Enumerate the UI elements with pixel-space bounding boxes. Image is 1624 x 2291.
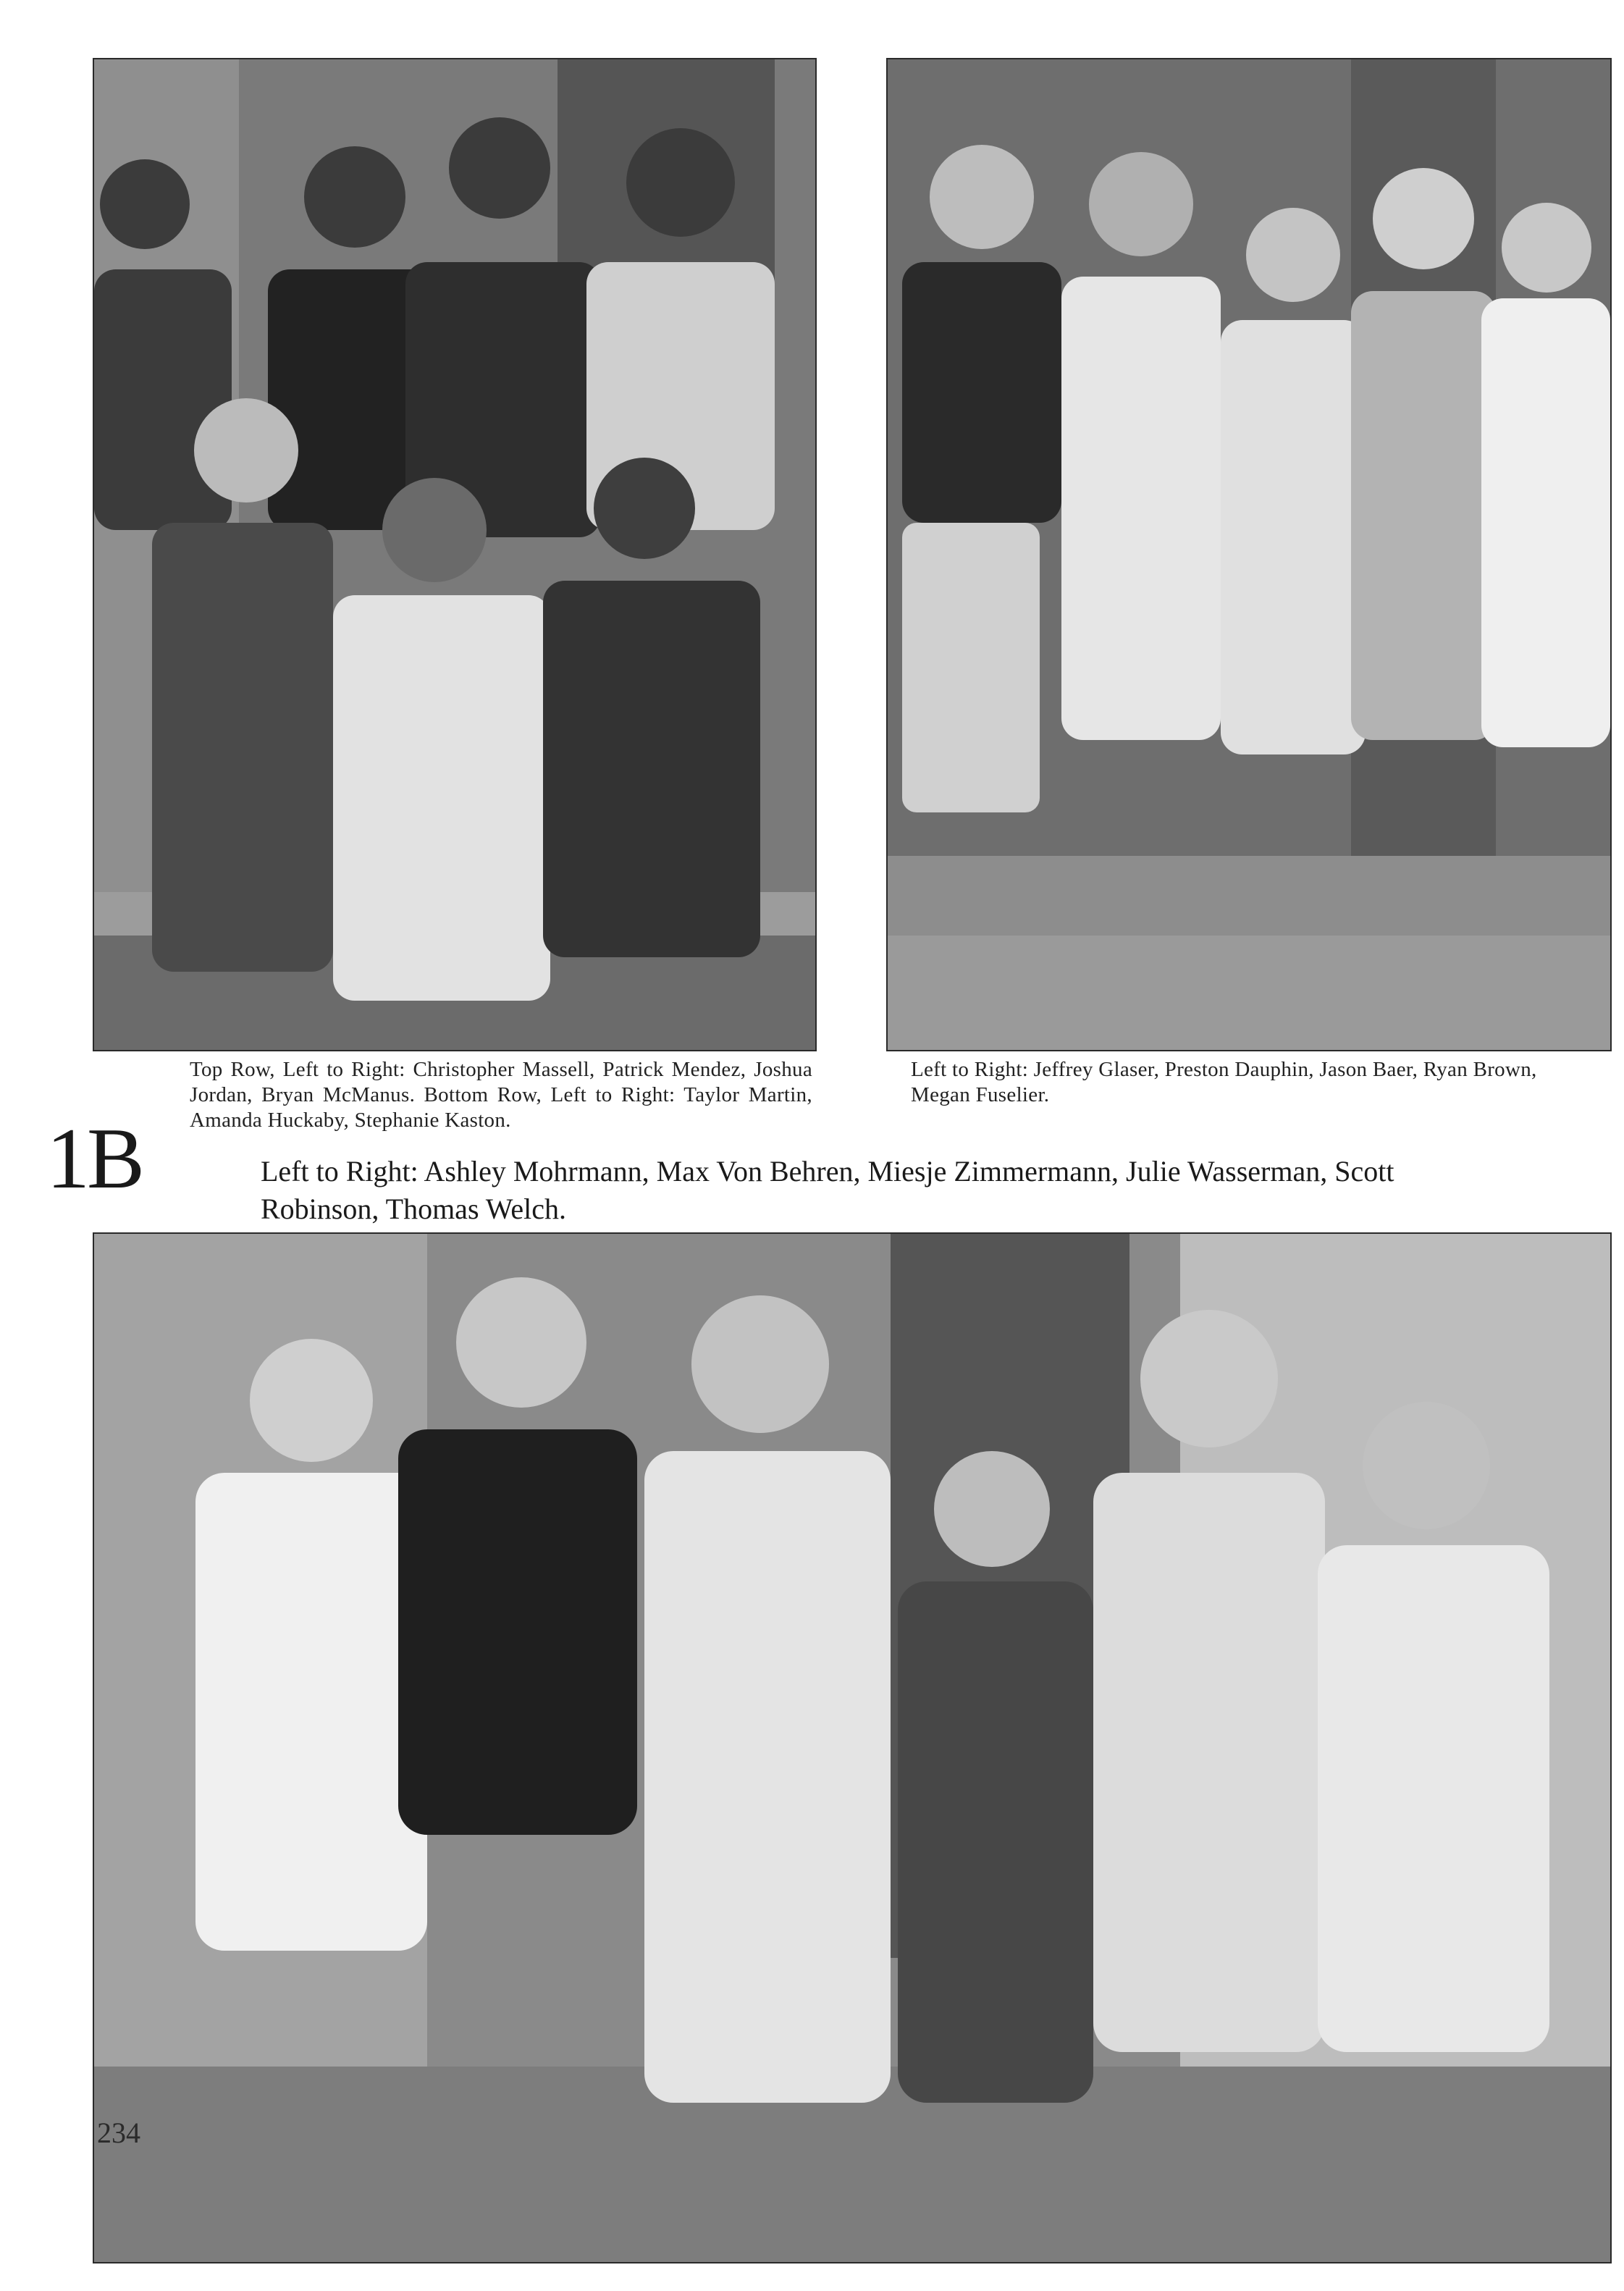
page-number: 234	[97, 2116, 140, 2149]
class-label: 1B	[46, 1110, 143, 1206]
group-photo-top-right	[886, 58, 1612, 1051]
photo-caption-top-left: Top Row, Left to Right: Christopher Massell, Patrick Mendez, Joshua Jordan, Bryan McManus. Bottom Row, Left to Right: Taylor Martin, Amanda Huckaby, Stephanie Kaston.	[190, 1058, 812, 1132]
group-photo-top-left	[93, 58, 817, 1051]
photo-caption-bottom: Left to Right: Ashley Mohrmann, Max Von Behren, Miesje Zimmermann, Julie Wasserman, Scott Robinson, Thomas Welch.	[261, 1155, 1394, 1225]
photo-illustration	[94, 59, 815, 1050]
photo-illustration	[94, 1234, 1610, 2262]
photo-illustration	[888, 59, 1610, 1050]
photo-caption-top-right: Left to Right: Jeffrey Glaser, Preston Dauphin, Jason Baer, Ryan Brown, Megan Fuselier.	[911, 1058, 1537, 1106]
group-photo-bottom	[93, 1232, 1612, 2263]
